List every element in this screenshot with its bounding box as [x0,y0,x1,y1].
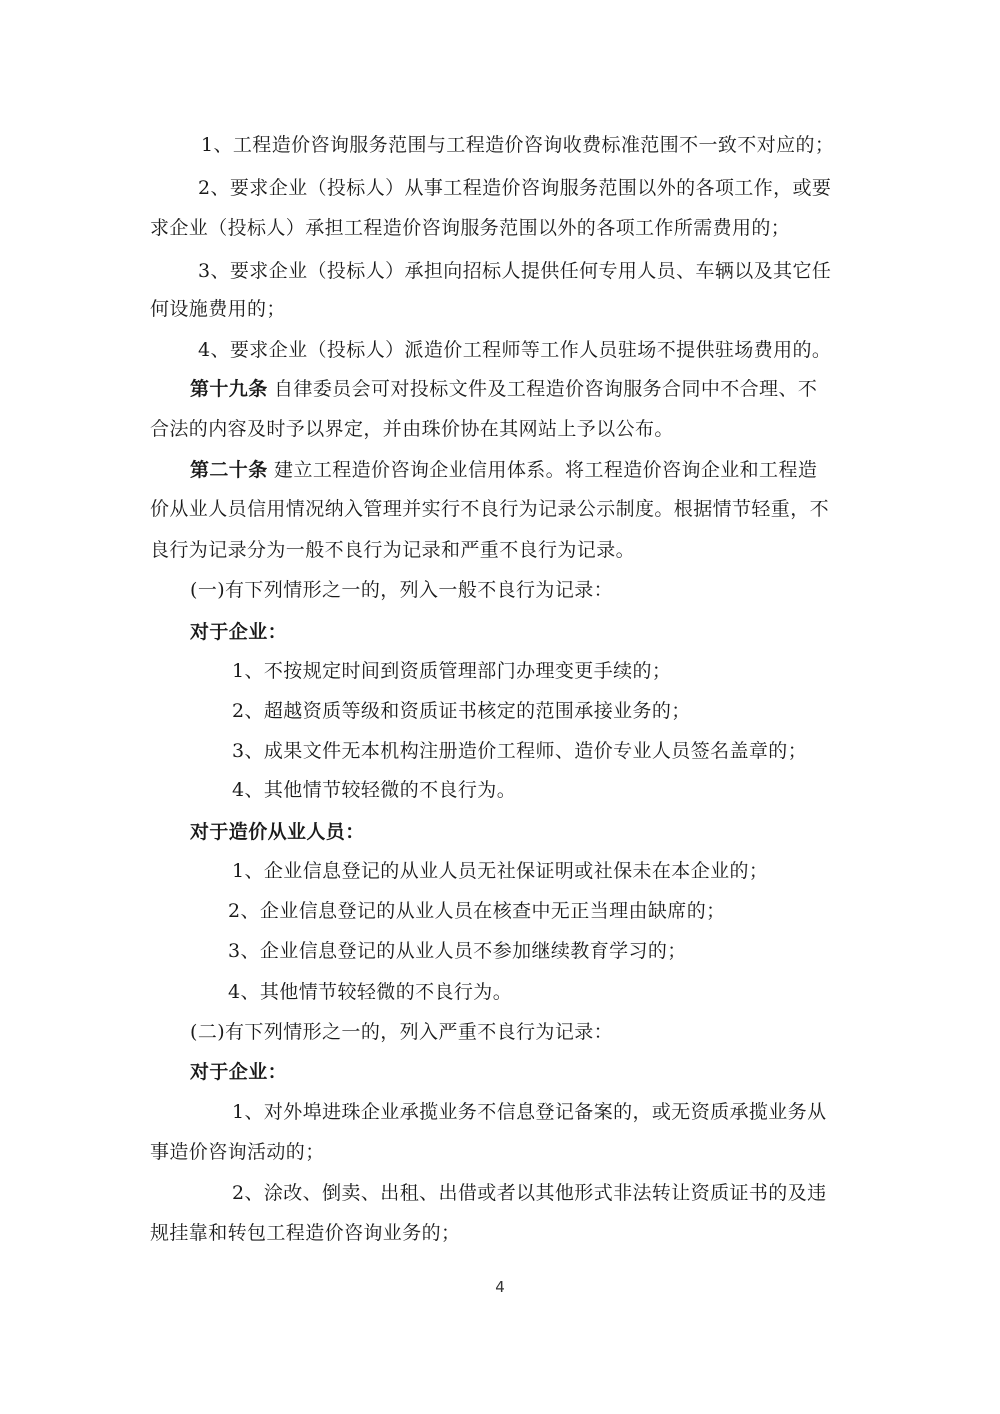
clause-item-1: 1、工程造价咨询服务范围与工程造价咨询收费标准范围不一致不对应的； [201,134,835,156]
general-enterprise-item-4: 4、其他情节较轻微的不良行为。 [232,779,517,801]
serious-enterprise-item-1-cont: 事造价咨询活动的； [150,1141,325,1163]
section-serious-misconduct: (二)有下列情形之一的，列入严重不良行为记录： [190,1021,614,1043]
general-enterprise-item-3: 3、成果文件无本机构注册造价工程师、造价专业人员签名盖章的； [232,740,808,762]
practitioner-item-2: 2、企业信息登记的从业人员在核查中无正当理由缺席的； [228,900,726,922]
article-19-heading: 第十九条 [190,378,268,400]
clause-item-2: 2、要求企业（投标人）从事工程造价咨询服务范围以外的各项工作，或要 [198,177,832,199]
article-19-text: 自律委员会可对投标文件及工程造价咨询服务合同中不合理、不 [267,378,818,400]
general-enterprise-item-2: 2、超越资质等级和资质证书核定的范围承接业务的； [232,700,691,722]
subheading-enterprise-1: 对于企业： [190,621,288,643]
article-20-heading: 第二十条 [190,459,268,481]
practitioner-item-3: 3、企业信息登记的从业人员不参加继续教育学习的； [228,940,687,962]
article-20-cont-2: 良行为记录分为一般不良行为记录和严重不良行为记录。 [150,539,636,561]
subheading-enterprise-2: 对于企业： [190,1061,288,1083]
serious-enterprise-item-2-cont: 规挂靠和转包工程造价咨询业务的； [150,1222,461,1244]
clause-item-3-cont: 何设施费用的； [150,298,286,320]
serious-enterprise-item-2: 2、涂改、倒卖、出租、出借或者以其他形式非法转让资质证书的及违 [232,1182,827,1204]
practitioner-item-4: 4、其他情节较轻微的不良行为。 [228,981,513,1003]
clause-item-4: 4、要求企业（投标人）派造价工程师等工作人员驻场不提供驻场费用的。 [198,339,832,361]
serious-enterprise-item-1: 1、对外埠进珠企业承揽业务不信息登记备案的，或无资质承揽业务从 [232,1101,827,1123]
article-19 [190,380,817,399]
article-20 [190,461,817,480]
article-20-text: 建立工程造价咨询企业信用体系。将工程造价咨询企业和工程造 [267,459,818,481]
article-20-cont-1: 价从业人员信用情况纳入管理并实行不良行为记录公示制度。根据情节轻重，不 [150,498,830,520]
section-general-misconduct: (一)有下列情形之一的，列入一般不良行为记录： [190,579,614,601]
clause-item-3: 3、要求企业（投标人）承担向招标人提供任何专用人员、车辆以及其它任 [198,260,832,282]
article-19-cont: 合法的内容及时予以界定，并由珠价协在其网站上予以公布。 [150,418,674,440]
general-enterprise-item-1: 1、不按规定时间到资质管理部门办理变更手续的； [232,660,672,682]
clause-item-2-cont: 求企业（投标人）承担工程造价咨询服务范围以外的各项工作所需费用的； [150,217,791,239]
subheading-practitioners: 对于造价从业人员： [190,821,365,843]
page-number: 4 [495,1278,505,1296]
practitioner-item-1: 1、企业信息登记的从业人员无社保证明或社保未在本企业的； [232,860,769,882]
